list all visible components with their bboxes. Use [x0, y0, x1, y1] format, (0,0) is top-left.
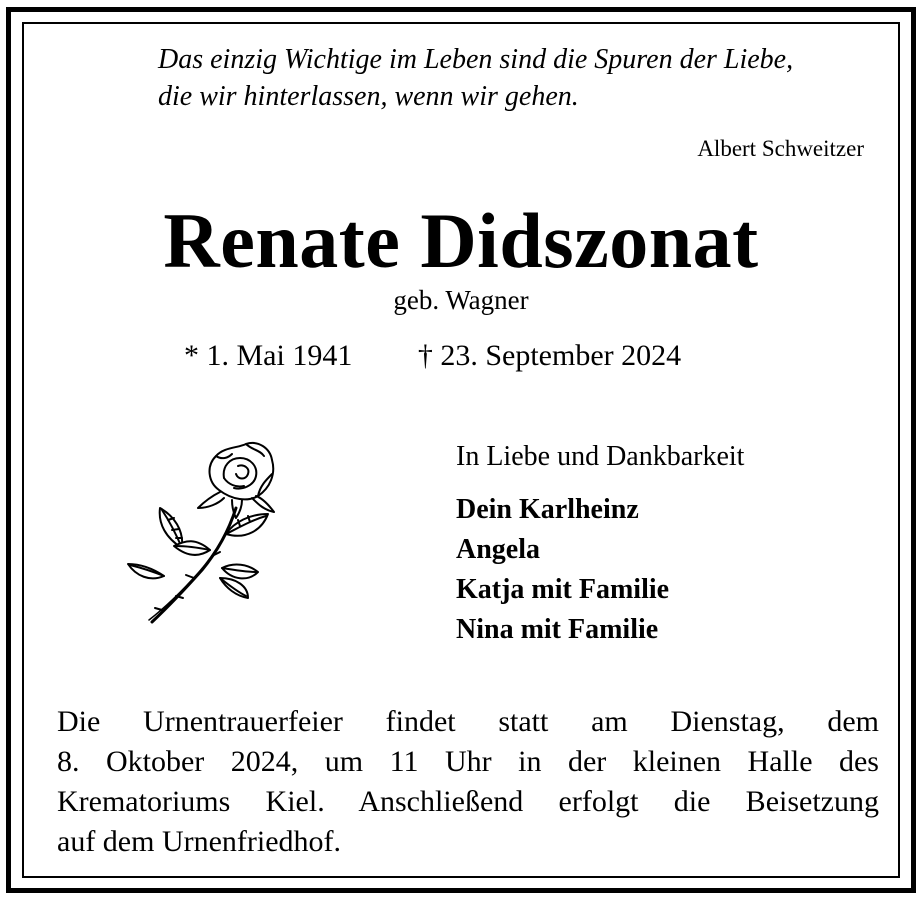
quote — [158, 41, 898, 115]
birth-date: * 1. Mai 1941 — [184, 339, 353, 372]
ceremony-line: Die Urnentrauerfeier findet statt am Dienstag, dem — [57, 705, 879, 738]
mourner-name: Dein Karlheinz — [456, 494, 639, 525]
ceremony-line: auf dem Urnenfriedhof. — [57, 825, 342, 858]
ceremony-text — [57, 702, 879, 862]
mourner-name: Katja mit Familie — [456, 574, 670, 605]
quote-line-1: Das einzig Wichtige im Leben sind die Spuren der Liebe, — [158, 44, 794, 75]
life-dates — [184, 339, 681, 373]
rose-icon — [124, 438, 294, 628]
ceremony-line: 8. Oktober 2024, um 11 Uhr in der kleinen Halle des — [57, 745, 879, 778]
mourner-name: Angela — [456, 534, 540, 565]
maiden-name: geb. Wagner — [393, 285, 529, 315]
ceremony-line: Krematoriums Kiel. Anschließend erfolgt die Beisetzung — [57, 785, 879, 818]
quote-line-2: die wir hinterlassen, wenn wir gehen. — [158, 81, 579, 112]
quote-author: Albert Schweitzer — [697, 136, 864, 161]
mourners-intro: In Liebe und Dankbarkeit — [456, 441, 745, 472]
deceased-name: Renate Didszonat — [163, 197, 759, 284]
notice-frame — [6, 7, 916, 893]
mourner-name: Nina mit Familie — [456, 614, 659, 645]
mourners-list — [456, 490, 669, 650]
notice-inner-border — [22, 22, 900, 878]
death-date: † 23. September 2024 — [417, 339, 682, 372]
